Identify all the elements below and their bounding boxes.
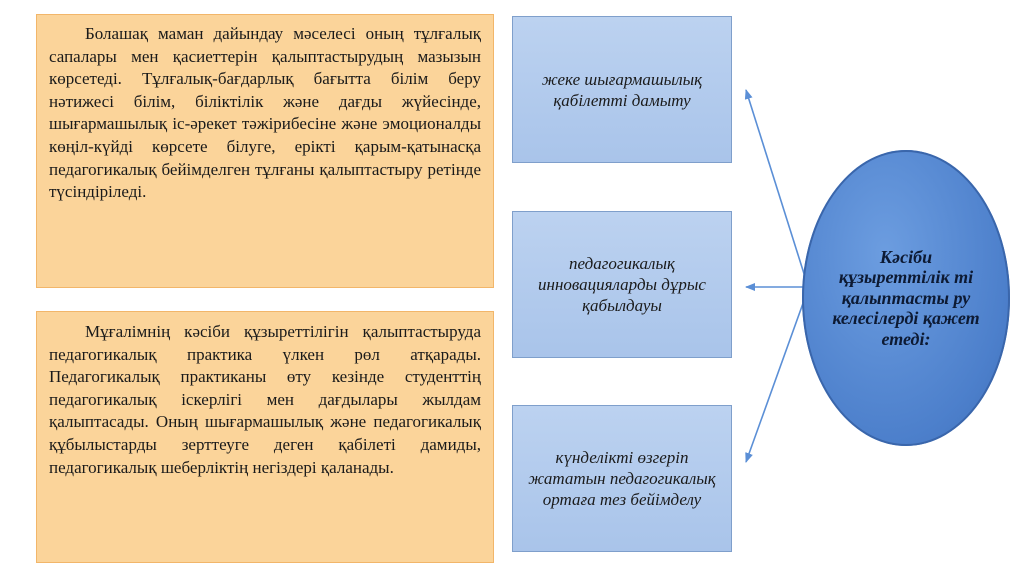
requirement-text-innovation: педагогикалық инновацияларды дұрыс қабылдауы <box>538 254 706 315</box>
description-text-bottom: Мұғалімнің кәсіби құзыреттілігін қалыптастыруда педагогикалық практика үлкен рөл атқарады. Педагогикалық практиканы өту кезінде студенттің педагогикалық іскерлігі мен дағдылары жылдам қалыптасады. Оның шығармашылық және педагогикалық құбылыстарды зерттеуге деген қабілеті дамиды, педагогикалық шеберліктің негіздері қаланады. <box>49 322 481 477</box>
central-concept-node <box>802 150 1010 446</box>
arrow-to-creativity <box>746 90 806 280</box>
requirement-text-adaptation: күнделікті өзгеріп жататын педагогикалық ортаға тез бейімделу <box>528 448 716 509</box>
description-text-top: Болашақ маман дайындау мәселесі оның тұлғалық сапалары мен қасиеттерін қалыптастырудың мазызын көрсетеді. Тұлғалық-бағдарлық бағытта білім беру нәтижесі білім, біліктілік және дағды жүйесінде, шығармашылық іс-әрекет тәжірибесіне және эмоционалды көңіл-күйді көрсете білуге, ерікті қарым-қатынасқа педагогикалық бейімделген тұлғаны қалыптастыру ретінде түсіндіріледі. <box>49 24 481 202</box>
requirement-text-creativity: жеке шығармашылық қабілетті дамыту <box>541 69 703 110</box>
arrow-to-adaptation <box>746 295 806 462</box>
central-concept-text: Кәсіби құзыреттілік ті қалыптасты ру келесілерді қажет етеді: <box>832 246 980 349</box>
